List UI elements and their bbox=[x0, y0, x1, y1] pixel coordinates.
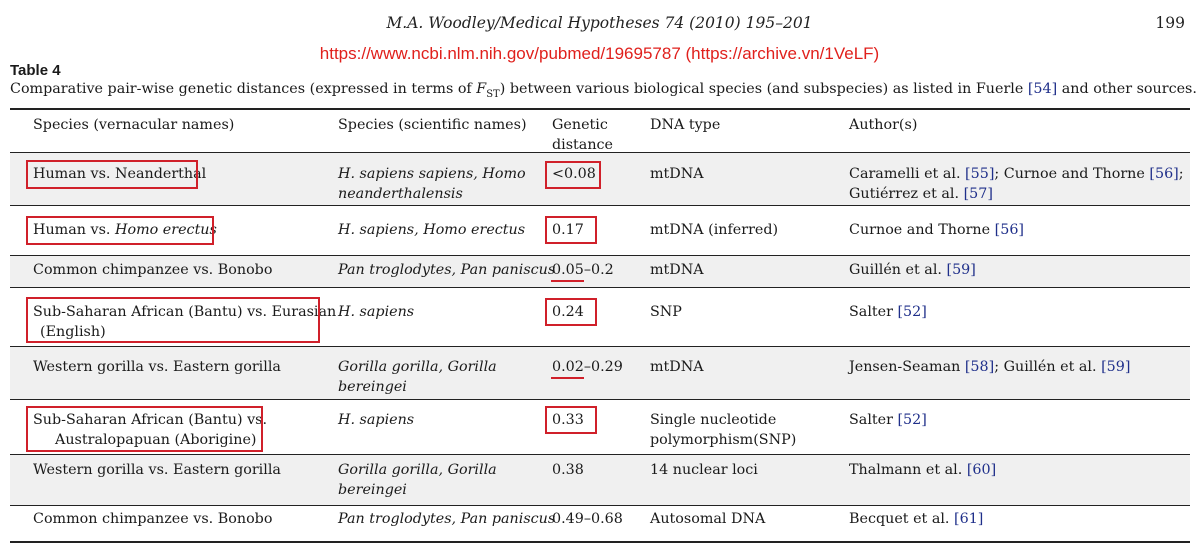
row-rule bbox=[10, 454, 1190, 455]
table-row-7-scientific: Pan troglodytes, Pan paniscus bbox=[338, 511, 556, 527]
table-top-rule bbox=[10, 108, 1190, 110]
highlight-box bbox=[545, 216, 597, 244]
highlight-underline bbox=[551, 280, 584, 282]
page-number: 199 bbox=[1155, 14, 1185, 32]
table-row-1-distance: 0.17 bbox=[552, 222, 584, 238]
table-row-2-authors: Guillén et al. [59] bbox=[849, 262, 976, 278]
row-rule bbox=[10, 399, 1190, 400]
table-row-3-distance: 0.24 bbox=[552, 304, 584, 320]
highlight-box bbox=[545, 298, 597, 326]
table-row-1-scientific: H. sapiens, Homo erectus bbox=[338, 222, 526, 238]
table-row-2-dna: mtDNA bbox=[650, 262, 704, 278]
highlight-box bbox=[26, 160, 198, 189]
table-row-6-distance: 0.38 bbox=[552, 462, 584, 478]
table-row-0-scientific: H. sapiens sapiens, Homo neanderthalensis bbox=[338, 166, 526, 202]
column-header-scientific: Species (scientific names) bbox=[338, 117, 527, 133]
column-header-authors: Author(s) bbox=[849, 117, 918, 133]
column-header-vernacular: Species (vernacular names) bbox=[33, 117, 235, 133]
table-row-4-authors: Jensen-Seaman [58]; Guillén et al. [59] bbox=[849, 359, 1131, 375]
table-row-4-dna: mtDNA bbox=[650, 359, 704, 375]
table-row-6-vernacular: Western gorilla vs. Eastern gorilla bbox=[33, 462, 281, 478]
table-row-5-authors: Salter [52] bbox=[849, 412, 927, 428]
table-row-0-distance: <0.08 bbox=[552, 166, 596, 182]
table-row-5-vernacular: Sub-Saharan African (Bantu) vs. Australopapuan (Aborigine) bbox=[33, 412, 268, 448]
citation-link[interactable]: [54] bbox=[1027, 81, 1058, 97]
table-row-2-vernacular: Common chimpanzee vs. Bonobo bbox=[33, 262, 273, 278]
highlight-box bbox=[545, 161, 601, 189]
table-row-0-authors: Caramelli et al. [55]; Curnoe and Thorne [56]; Gutiérrez et al. [57] bbox=[849, 166, 1184, 202]
row-rule bbox=[10, 346, 1190, 347]
table-row-3-dna: SNP bbox=[650, 304, 682, 320]
table-row-6-dna: 14 nuclear loci bbox=[650, 462, 758, 478]
table-row-5-scientific: H. sapiens bbox=[338, 412, 415, 428]
row-rule bbox=[10, 205, 1190, 206]
table-row-3-scientific: H. sapiens bbox=[338, 304, 415, 320]
highlight-box bbox=[545, 406, 597, 434]
table-row-7-vernacular: Common chimpanzee vs. Bonobo bbox=[33, 511, 273, 527]
table-row-2-distance: 0.05–0.2 bbox=[552, 262, 614, 278]
table-row-7-distance: 0.49–0.68 bbox=[552, 511, 623, 527]
table-row-0-vernacular: Human vs. Neanderthal bbox=[33, 166, 207, 182]
table-row-3-vernacular: Sub-Saharan African (Bantu) vs. Eurasian (English) bbox=[33, 304, 337, 340]
row-rule bbox=[10, 255, 1190, 256]
source-url-link[interactable]: https://www.ncbi.nlm.nih.gov/pubmed/19695787 (https://archive.vn/1VeLF) bbox=[319, 44, 880, 63]
table-row-3-authors: Salter [52] bbox=[849, 304, 927, 320]
column-header-distance: Genetic distance bbox=[552, 117, 614, 153]
journal-header: M.A. Woodley/Medical Hypotheses 74 (2010) 195–201 bbox=[386, 14, 813, 32]
table-row-6-authors: Thalmann et al. [60] bbox=[849, 462, 997, 478]
table-row-2-scientific: Pan troglodytes, Pan paniscus bbox=[338, 262, 556, 278]
table-row-1-vernacular: Human vs. Homo erectus bbox=[33, 222, 217, 238]
table-bottom-rule bbox=[10, 541, 1190, 543]
highlight-underline bbox=[551, 377, 584, 379]
table-row-5-dna: Single nucleotide polymorphism(SNP) bbox=[650, 412, 797, 448]
table-row-1-authors: Curnoe and Thorne [56] bbox=[849, 222, 1024, 238]
table-row-4-scientific: Gorilla gorilla, Gorilla bereingei bbox=[338, 359, 497, 395]
table-label: Table 4 bbox=[10, 62, 61, 79]
table-row-4-vernacular: Western gorilla vs. Eastern gorilla bbox=[33, 359, 281, 375]
table-row-0-dna: mtDNA bbox=[650, 166, 704, 182]
table-row-7-dna: Autosomal DNA bbox=[650, 511, 766, 527]
table-caption: Comparative pair-wise genetic distances (expressed in terms of $F_{ST}$) between various biological species (and subspecies) as listed in Fuerle [54] and other sources. bbox=[10, 81, 1197, 100]
table-row-4-distance: 0.02–0.29 bbox=[552, 359, 623, 375]
table-row-1-dna: mtDNA (inferred) bbox=[650, 222, 779, 238]
highlight-box bbox=[26, 297, 320, 343]
highlight-box bbox=[26, 406, 263, 452]
table-row-7-authors: Becquet et al. [61] bbox=[849, 511, 984, 527]
column-header-dna-type: DNA type bbox=[650, 117, 721, 133]
row-rule bbox=[10, 505, 1190, 506]
table-row-6-scientific: Gorilla gorilla, Gorilla bereingei bbox=[338, 462, 497, 498]
row-rule bbox=[10, 287, 1190, 288]
table-row-5-distance: 0.33 bbox=[552, 412, 584, 428]
highlight-box bbox=[26, 216, 214, 245]
